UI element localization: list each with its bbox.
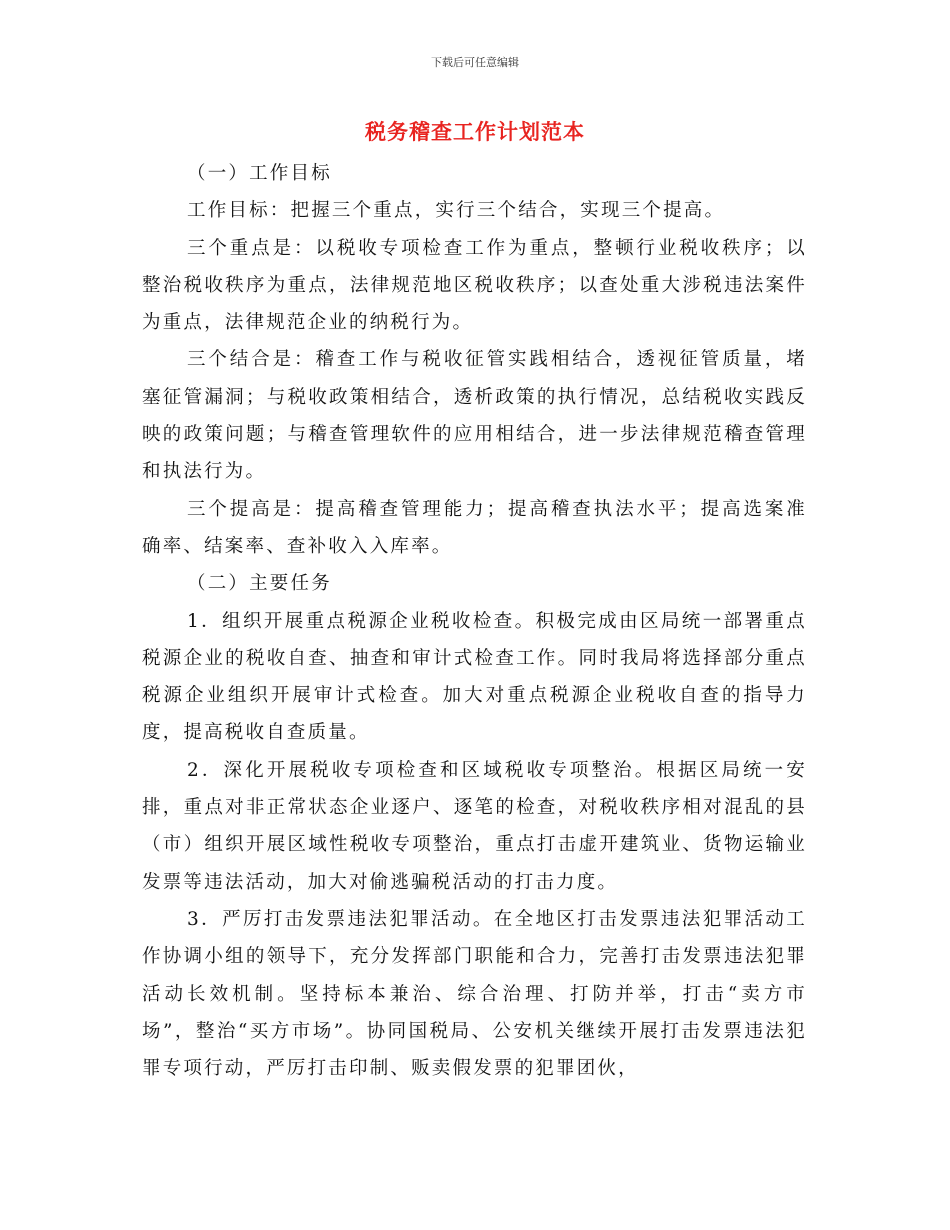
paragraph-task-3: 3．严厉打击发票违法犯罪活动。在全地区打击发票违法犯罪活动工作协调小组的领导下，充分发挥部门职能和合力，完善打击发票违法犯罪活动长效机制。坚持标本兼治、综合治理、打防并举，打击“卖方市场”，整治“买方市场”。协同国税局、公安机关继续开展打击发票违法犯罪专项行动，严厉打击印制、贩卖假发票的犯罪团伙， (142, 908, 807, 1080)
section-heading-goals: （一）工作目标 (187, 163, 332, 184)
paragraph-three-improvements: 三个提高是：提高稽查管理能力；提高稽查执法水平；提高选案准确率、结案率、查补收入入库率。 (142, 498, 807, 557)
document-body (142, 155, 807, 1087)
paragraph-task-1: 1．组织开展重点税源企业税收检查。积极完成由区局统一部署重点税源企业的税收自查、抽查和审计式检查工作。同时我局将选择部分重点税源企业组织开展审计式检查。加大对重点税源企业税收自查的指导力度，提高税收自查质量。 (142, 610, 807, 744)
paragraph-goals-summary: 工作目标：把握三个重点，实行三个结合，实现三个提高。 (187, 200, 726, 222)
paragraph-task-2: 2．深化开展税收专项检查和区域税收专项整治。根据区局统一安排，重点对非正常状态企业逐户、逐笔的检查，对税收秩序相对混乱的县（市）组织开展区域性税收专项整治，重点打击虚开建筑业、货物运输业发票等违法活动，加大对偷逃骗税活动的打击力度。 (142, 759, 807, 893)
section-heading-tasks: （二）主要任务 (187, 573, 332, 595)
paragraph-three-focuses: 三个重点是：以税收专项检查工作为重点，整顿行业税收秩序；以整治税收秩序为重点，法律规范地区税收秩序；以查处重大涉税违法案件为重点，法律规范企业的纳税行为。 (142, 237, 807, 334)
document-title: 税务稽查工作计划范本 (365, 120, 585, 144)
paragraph-three-combinations: 三个结合是：稽查工作与税收征管实践相结合，透视征管质量，堵塞征管漏洞；与税收政策相结合，透析政策的执行情况，总结税收实践反映的政策问题；与稽查管理软件的应用相结合，进一步法律规范稽查管理和执法行为。 (142, 349, 807, 483)
page-header: 下载后可任意编辑 (431, 56, 519, 69)
